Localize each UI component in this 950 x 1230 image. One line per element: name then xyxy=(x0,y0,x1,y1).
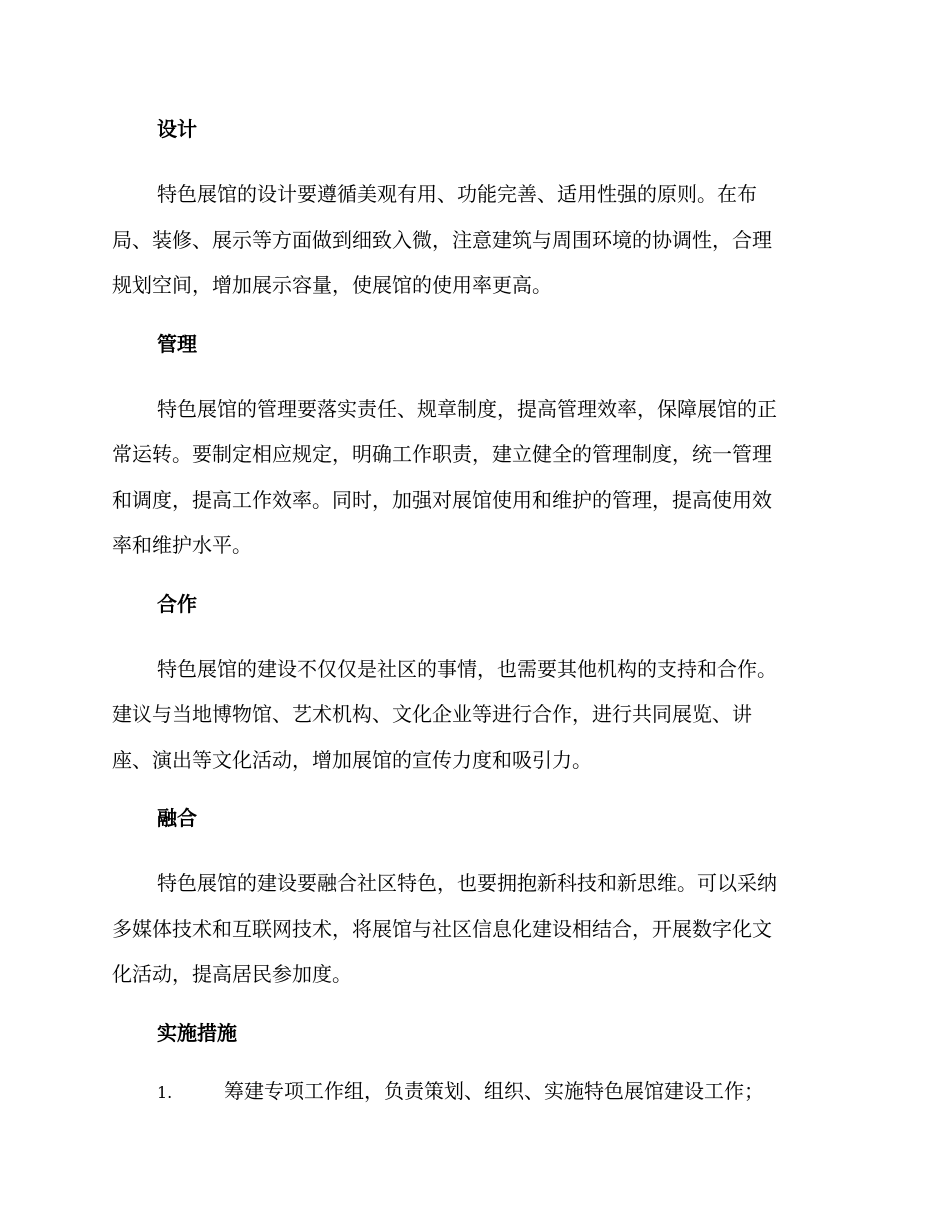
section-paragraph-integration: 特色展馆的建设要融合社区特色，也要拥抱新科技和新思维。可以采纳 多媒体技术和互联网技术，将展馆与社区信息化建设相结合，开展数字化文 化活动，提高居民参加度。 xyxy=(112,871,777,986)
section-paragraph-cooperation: 特色展馆的建设不仅仅是社区的事情，也需要其他机构的支持和合作。 建议与当地博物馆、艺术机构、文化企业等进行合作，进行共同展览、讲 座、演出等文化活动，增加展馆的宣传力度和吸引力。 xyxy=(112,656,777,772)
list-item xyxy=(112,1076,832,1108)
section-heading-measures: 实施措施 xyxy=(157,1020,237,1045)
section-heading-integration: 融合 xyxy=(157,806,197,830)
list-item-number: 1. xyxy=(157,1082,173,1102)
section-paragraph-management: 特色展馆的管理要落实责任、规章制度，提高管理效率，保障展馆的正 常运转。要制定相应规定，明确工作职责，建立健全的管理制度，统一管理 和调度，提高工作效率。同时，加强对展馆使用和维护的管理，提高使用效 率和维护水平。 xyxy=(112,396,777,557)
section-heading-design: 设计 xyxy=(157,117,197,141)
document-page xyxy=(112,114,832,1108)
section-heading-management: 管理 xyxy=(157,331,197,356)
section-paragraph-design: 特色展馆的设计要遵循美观有用、功能完善、适用性强的原则。在布 局、装修、展示等方面做到细致入微，注意建筑与周围环境的协调性，合理 规划空间，增加展示容量，使展馆的使用率更高。 xyxy=(112,182,772,297)
section-heading-cooperation: 合作 xyxy=(157,591,197,616)
list-item-text: 筹建专项工作组，负责策划、组织、实施特色展馆建设工作； xyxy=(224,1078,764,1103)
